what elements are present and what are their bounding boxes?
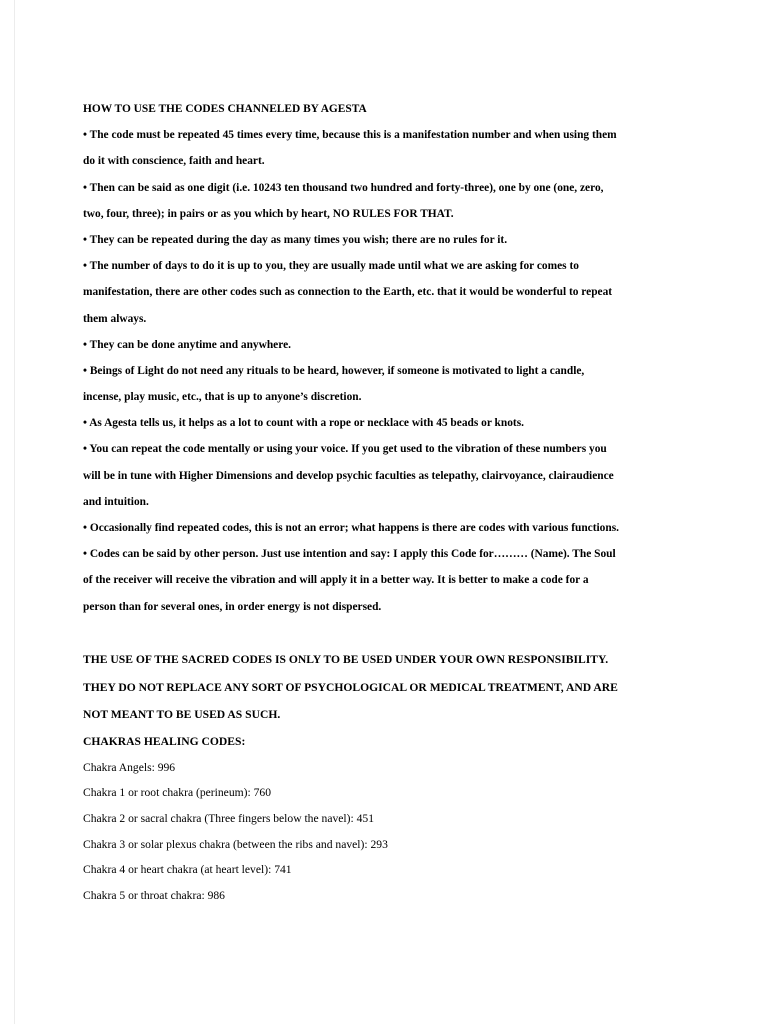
bullet-line: and intuition. xyxy=(83,495,149,508)
bullet-line: • Then can be said as one digit (i.e. 10243 ten thousand two hundred and forty-three), one by one (one, zero, xyxy=(83,181,604,194)
bullet-line: person than for several ones, in order energy is not dispersed. xyxy=(83,600,382,613)
bullet-line: will be in tune with Higher Dimensions and develop psychic faculties as telepathy, clairvoyance, clairaudience xyxy=(83,469,614,482)
bullet-item xyxy=(83,175,693,227)
bullet-line: do it with conscience, faith and heart. xyxy=(83,155,265,168)
bullet-line: • The number of days to do it is up to you, they are usually made until what we are asking for comes to xyxy=(83,260,579,273)
page-edge xyxy=(14,0,15,1024)
bullet-item xyxy=(83,122,693,174)
bullet-line: manifestation, there are other codes such as connection to the Earth, etc. that it would be wonderful to repeat xyxy=(83,286,613,299)
bullet-item xyxy=(83,436,693,515)
bullet-line: two, four, three); in pairs or as you which by heart, NO RULES FOR THAT. xyxy=(83,207,454,220)
bullet-line: incense, play music, etc., that is up to anyone’s discretion. xyxy=(83,391,362,404)
bullet-item xyxy=(83,410,693,436)
bullet-item xyxy=(83,227,693,253)
chakra-code-line: Chakra Angels: 996 xyxy=(83,760,176,774)
bullet-line: • As Agesta tells us, it helps as a lot to count with a rope or necklace with 45 beads or knots. xyxy=(83,417,524,430)
bullet-line: of the receiver will receive the vibration and will apply it in a better way. It is better to make a code for a xyxy=(83,574,589,587)
bullet-line: • Beings of Light do not need any rituals to be heard, however, if someone is motivated to light a candle, xyxy=(83,364,585,377)
document-body xyxy=(83,96,693,908)
responsibility-warning xyxy=(83,646,693,729)
document-title: HOW TO USE THE CODES CHANNELED BY AGESTA xyxy=(83,103,367,115)
warning-line: THEY DO NOT REPLACE ANY SORT OF PSYCHOLOGICAL OR MEDICAL TREATMENT, AND ARE xyxy=(83,680,618,694)
bullet-line: • They can be done anytime and anywhere. xyxy=(83,338,291,351)
chakra-codes-list xyxy=(83,755,693,909)
bullet-line: • You can repeat the code mentally or using your voice. If you get used to the vibration of these numbers you xyxy=(83,443,607,456)
bullet-item xyxy=(83,358,693,410)
bullet-line: • The code must be repeated 45 times every time, because this is a manifestation number and when using them xyxy=(83,129,617,142)
chakra-code-line: Chakra 1 or root chakra (perineum): 760 xyxy=(83,786,272,800)
bullet-item xyxy=(83,253,693,332)
bullet-line: • Codes can be said by other person. Just use intention and say: I apply this Code for……… (Name). The Soul xyxy=(83,548,616,561)
warning-line: THE USE OF THE SACRED CODES IS ONLY TO BE USED UNDER YOUR OWN RESPONSIBILITY. xyxy=(83,652,609,666)
chakra-code-line: Chakra 2 or sacral chakra (Three fingers below the navel): 451 xyxy=(83,811,375,825)
bullet-item xyxy=(83,515,693,541)
bullet-line: • Occasionally find repeated codes, this is not an error; what happens is there are codes with various functions. xyxy=(83,522,619,534)
instructions-list xyxy=(83,122,693,620)
chakra-code-line: Chakra 4 or heart chakra (at heart level): 741 xyxy=(83,863,292,877)
chakra-code-line: Chakra 5 or throat chakra: 986 xyxy=(83,888,225,902)
warning-line: NOT MEANT TO BE USED AS SUCH. xyxy=(83,708,281,722)
bullet-item xyxy=(83,332,693,358)
bullet-line: • They can be repeated during the day as many times you wish; there are no rules for it. xyxy=(83,233,508,246)
bullet-item xyxy=(83,541,693,620)
chakra-code-line: Chakra 3 or solar plexus chakra (between the ribs and navel): 293 xyxy=(83,837,388,851)
section-gap xyxy=(83,620,693,646)
bullet-line: them always. xyxy=(83,312,147,325)
chakra-heading: CHAKRAS HEALING CODES: xyxy=(83,735,246,749)
